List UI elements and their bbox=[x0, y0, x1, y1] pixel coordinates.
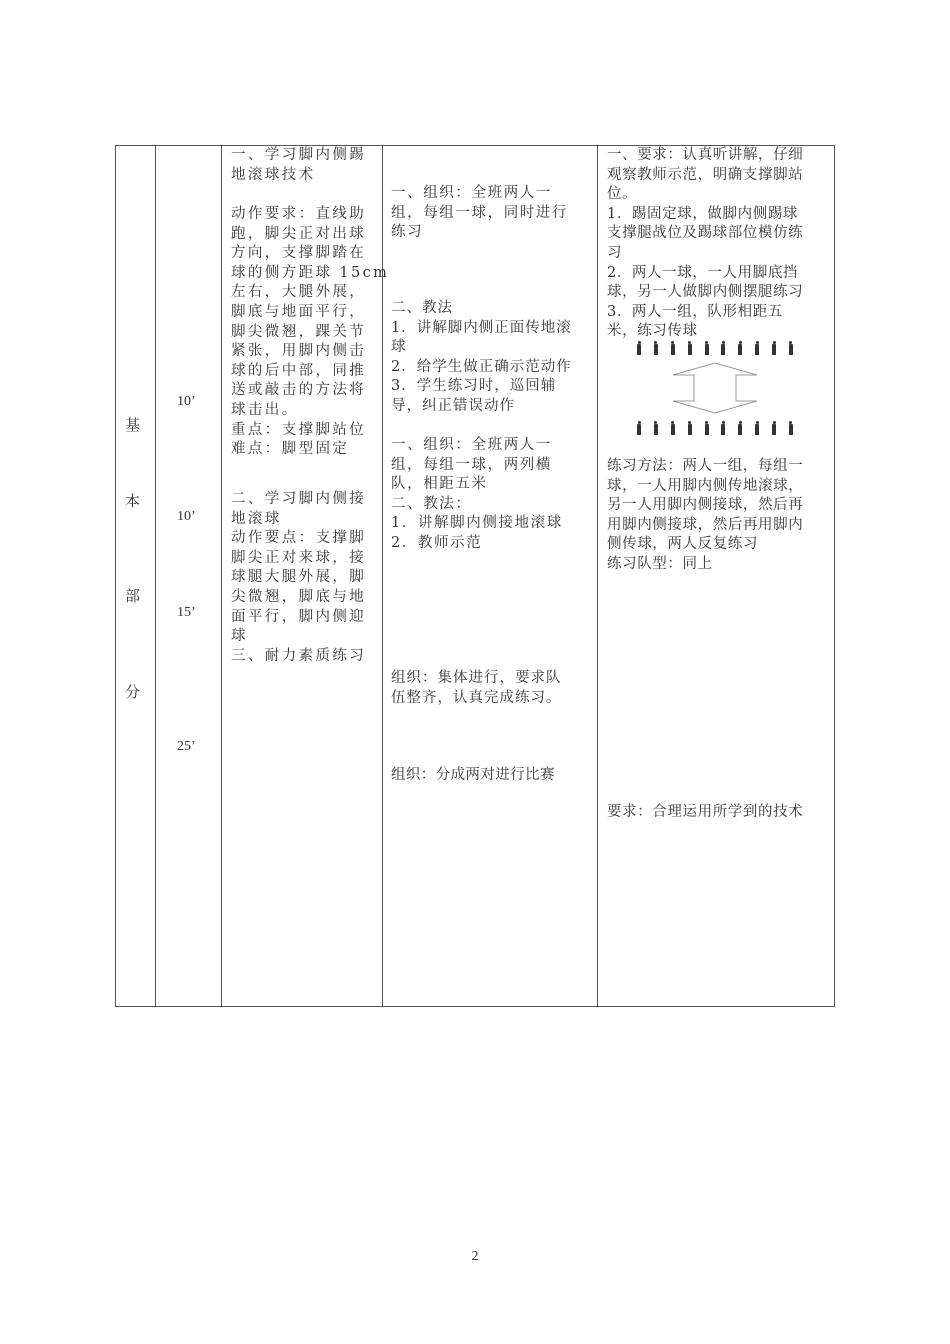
text-line: 跑，脚尖正对出球 bbox=[231, 225, 367, 242]
text-line: 球，一人用脚内侧传地滚球， bbox=[607, 477, 804, 494]
person-icon bbox=[754, 341, 760, 355]
page-number: 2 bbox=[471, 1249, 479, 1264]
text-line: 地滚球 bbox=[231, 510, 282, 527]
text-line: 球的后中部，同推 bbox=[231, 362, 367, 379]
text-line: 另一人用脚内侧接球，然后再 bbox=[607, 497, 804, 514]
text-line: 3．学生练习时，巡回辅 bbox=[391, 378, 557, 395]
text-line: 1．讲解脚内侧接地滚球 bbox=[391, 515, 563, 532]
text-line: 脚尖微翘，踝关节 bbox=[231, 323, 367, 340]
person-icon bbox=[737, 341, 743, 355]
text-line: 组，每组一球，同时进行 bbox=[391, 204, 569, 221]
organization-block bbox=[391, 766, 555, 786]
text-line: 脚底与地面平行， bbox=[231, 303, 367, 320]
text-line: 支撑腿战位及踢球部位模仿练 bbox=[607, 225, 804, 242]
person-icon bbox=[653, 341, 659, 355]
text-line: 2．两人一球，一人用脚底挡 bbox=[607, 264, 799, 281]
text-line: 球，另一人做脚内侧摆腿练习 bbox=[607, 284, 804, 301]
text-line: 侧传球，两人反复练习 bbox=[607, 536, 758, 553]
text-line: 习 bbox=[607, 244, 623, 261]
text-line: 一、组织：全班两人一 bbox=[391, 437, 552, 453]
text-line: 二、教法： bbox=[391, 495, 472, 512]
person-icon bbox=[720, 421, 726, 435]
text-line: 伍整齐，认真完成练习。 bbox=[391, 689, 562, 706]
content-block bbox=[231, 146, 366, 185]
text-line: 要求：合理运用所学到的技术 bbox=[607, 804, 804, 820]
column-divider bbox=[597, 146, 598, 1006]
text-line: 动作要点：支撑脚 bbox=[231, 530, 367, 547]
text-line: 一、要求：认真听讲解，仔细 bbox=[607, 147, 804, 163]
person-icon bbox=[636, 341, 642, 355]
section-label-char: 部 bbox=[125, 587, 141, 605]
text-line: 球击出。 bbox=[231, 401, 299, 418]
text-line: 3．两人一组，队形相距五 bbox=[607, 303, 783, 320]
text-line: 组织：集体进行，要求队 bbox=[391, 670, 562, 686]
person-icon bbox=[653, 421, 659, 435]
text-line: 三、耐力素质练习 bbox=[231, 647, 367, 664]
time-duration: 10’ bbox=[177, 509, 196, 524]
content-block bbox=[231, 205, 389, 460]
text-line: 脚尖正对来球，接 bbox=[231, 549, 367, 566]
time-duration: 10’ bbox=[177, 394, 196, 409]
organization-block bbox=[391, 299, 572, 417]
person-icon bbox=[687, 421, 693, 435]
text-line: 1．踢固定球，做脚内侧踢球 bbox=[607, 205, 799, 222]
person-icon bbox=[720, 341, 726, 355]
text-line: 地滚球技术 bbox=[231, 166, 316, 183]
text-line: 1．讲解脚内侧正面传地滚 bbox=[391, 319, 572, 336]
text-line: 组，每组一球，两列横 bbox=[391, 456, 552, 473]
requirements-block bbox=[607, 146, 803, 342]
text-line: 2．教师示范 bbox=[391, 534, 483, 551]
text-line: 观察教师示范，明确支撑脚站 bbox=[607, 166, 804, 183]
text-line: 球的侧方距球 15cm bbox=[231, 264, 390, 281]
text-line: 左右，大腿外展， bbox=[231, 284, 367, 301]
person-icon bbox=[636, 421, 642, 435]
text-line: 送或敲击的方法将 bbox=[231, 382, 367, 399]
person-icon bbox=[788, 341, 794, 355]
organization-block bbox=[391, 669, 562, 708]
text-line: 重点：支撑脚站位 bbox=[231, 421, 367, 438]
text-line: 导，纠正错误动作 bbox=[391, 397, 515, 414]
text-line: 一、组织：全班两人一 bbox=[391, 185, 552, 201]
double-arrow-icon bbox=[670, 362, 760, 414]
requirements-block bbox=[607, 803, 803, 823]
requirements-block bbox=[607, 457, 803, 575]
text-line: 用脚内侧接球，然后再用脚内 bbox=[607, 516, 804, 533]
text-line: 练习 bbox=[391, 224, 424, 241]
text-line: 2．给学生做正确示范动作 bbox=[391, 358, 572, 375]
person-icon bbox=[704, 421, 710, 435]
text-line: 方向，支撑脚踏在 bbox=[231, 245, 367, 262]
text-line: 一、学习脚内侧踢 bbox=[231, 147, 367, 163]
text-line: 练习队型：同上 bbox=[607, 555, 713, 572]
person-icon bbox=[670, 421, 676, 435]
text-line: 位。 bbox=[607, 186, 638, 203]
section-label-char: 基 bbox=[125, 416, 141, 434]
person-icon bbox=[788, 421, 794, 435]
text-line: 动作要求：直线助 bbox=[231, 206, 367, 222]
column-divider bbox=[155, 146, 156, 1006]
person-icon bbox=[754, 421, 760, 435]
formation-row-top bbox=[636, 341, 794, 355]
text-line: 球 bbox=[391, 339, 407, 356]
text-line: 球腿大腿外展，脚 bbox=[231, 569, 367, 586]
organization-block bbox=[391, 436, 563, 554]
text-line: 尖微翘，脚底与地 bbox=[231, 588, 367, 605]
person-icon bbox=[771, 341, 777, 355]
section-label-char: 本 bbox=[125, 492, 141, 510]
text-line: 球 bbox=[231, 628, 248, 645]
content-block bbox=[231, 490, 366, 666]
text-line: 组织：分成两对进行比赛 bbox=[391, 767, 555, 783]
person-icon bbox=[687, 341, 693, 355]
text-line: 紧张，用脚内侧击 bbox=[231, 343, 367, 360]
person-icon bbox=[704, 341, 710, 355]
text-line: 面平行，脚内侧迎 bbox=[231, 608, 367, 625]
text-line: 练习方法：两人一组，每组一 bbox=[607, 458, 804, 474]
section-label-char: 分 bbox=[125, 683, 141, 701]
organization-block bbox=[391, 184, 568, 243]
text-line: 二、教法 bbox=[391, 300, 453, 316]
person-icon bbox=[771, 421, 777, 435]
text-line: 难点：脚型固定 bbox=[231, 441, 350, 458]
time-duration: 25’ bbox=[177, 739, 196, 754]
text-line: 队，相距五米 bbox=[391, 476, 488, 493]
formation-row-bottom bbox=[636, 421, 794, 435]
column-divider bbox=[221, 146, 222, 1006]
text-line: 米，练习传球 bbox=[607, 323, 698, 340]
person-icon bbox=[670, 341, 676, 355]
person-icon bbox=[737, 421, 743, 435]
text-line: 二、学习脚内侧接 bbox=[231, 491, 367, 507]
time-duration: 15’ bbox=[177, 605, 196, 620]
